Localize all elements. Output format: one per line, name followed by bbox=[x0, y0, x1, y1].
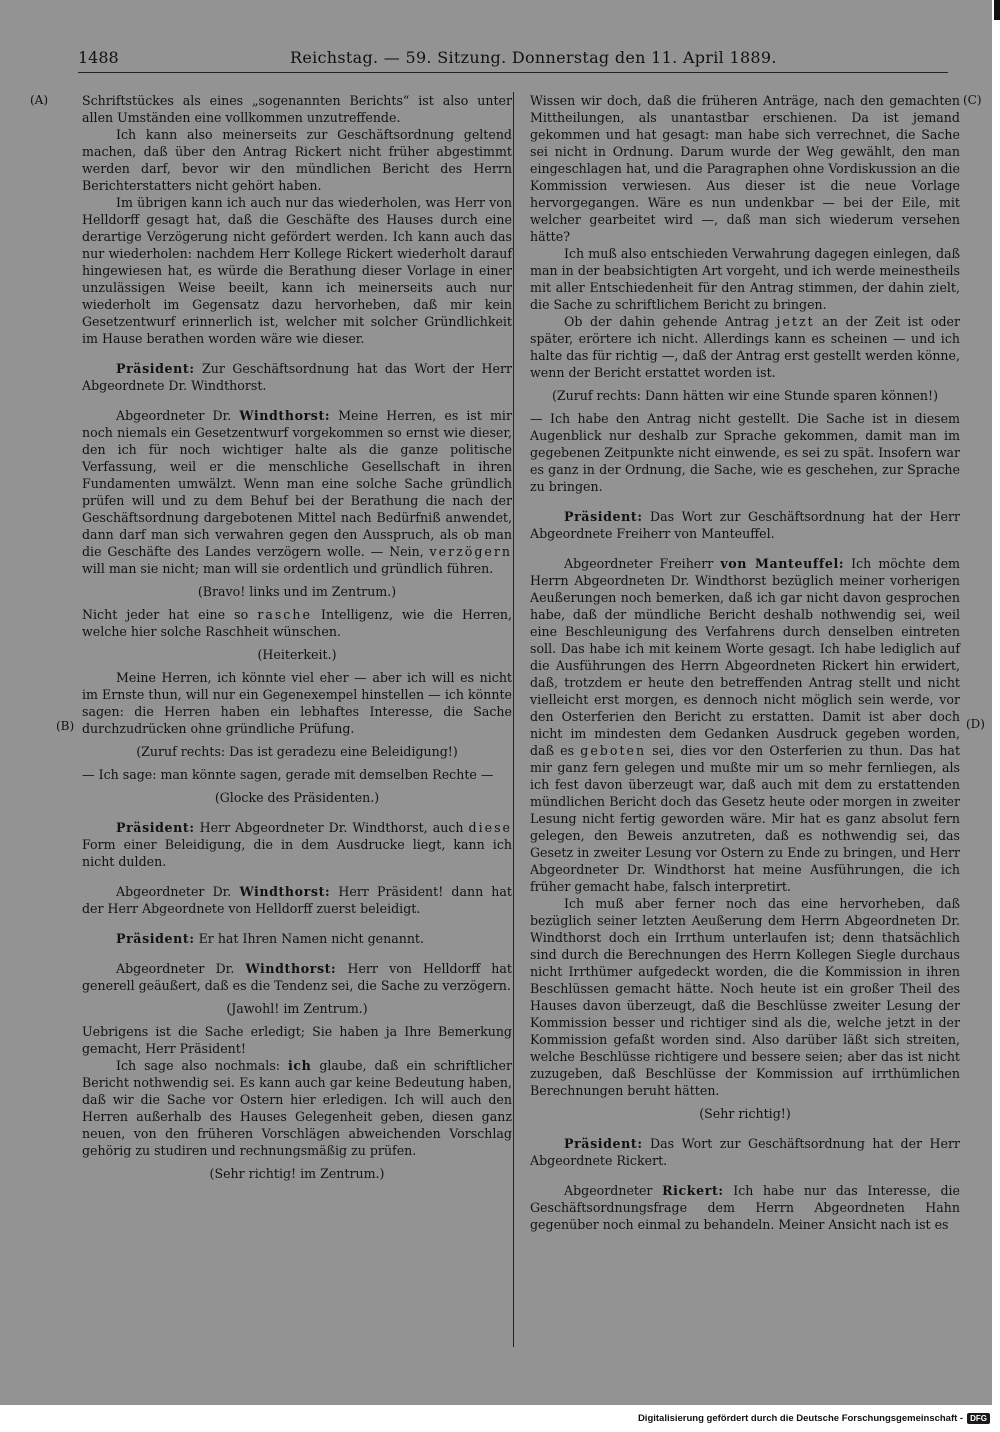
speaker-name: Präsident: bbox=[564, 1136, 643, 1151]
speaker-name: Präsident: bbox=[116, 361, 195, 376]
speech-text: Ich sage also nochmals: bbox=[116, 1058, 288, 1073]
speech-text: Meine Herren, es ist mir noch niemals ein Gesetzentwurf vorgekommen so ernst wie dieser, den ich für noch wichtiger halte als die ganze politische Verfassung, weil er die menschliche Gesellschaft in ihren Fundamenten umwälzt. Wenn man eine solche Sache gründlich prüfen will und zu dem Behuf bei der Berathung die nach der Geschäftsordnung dargebotenen Mittel nach Bedürfniß anwendet, dann darf man sich verwahren gegen den Ausspruch, als ob man die Geschäfte des Landes verzögern wolle. — Nein, bbox=[82, 408, 512, 559]
paragraph bbox=[82, 606, 512, 640]
speech-text: Nicht jeder hat eine so bbox=[82, 607, 258, 622]
speech-text: sei, dies vor den Osterferien zu thun. Das hat mir ganz fern gelegen und mußte mir um so mehr fernliegen, als ich fest davon überzeugt war, daß auch mit dem zu erstattenden mündlichen Bericht doch das Gesetz heute oder morgen in zweiter Lesung nicht fertig geworden wäre. Mir hat es ganz absolut fern gelegen, den Beweis anzutreten, daß es nothwendig sei, das Gesetz in zweiter Lesung vor Ostern zu Ende zu bringen, und Herr Abgeordneter Dr. Windthorst hat meine Ausführungen, die ich früher gemacht habe, falsch interpretirt. bbox=[530, 743, 961, 894]
speaker-name: von Manteuffel: bbox=[720, 556, 845, 571]
speech-text: glaube, daß ein schriftlicher Bericht nothwendig sei. Es kann auch gar keine Bedeutung haben, daß wir die Sache vor Ostern hier erledigen. Ich will auch den Herren außerhalb des Hauses Gelegenheit geben, diesen ganz neuen, von den früheren Vorschlägen abweichenden Vorschlag gehörig zu studiren und rechnungsmäßig zu prüfen. bbox=[82, 1058, 512, 1158]
speaker-title: Abgeordneter Freiherr bbox=[564, 556, 721, 571]
interjection: (Sehr richtig! im Zentrum.) bbox=[209, 1166, 385, 1181]
emphasized-word: ich bbox=[287, 1058, 312, 1073]
speech-text: will man sie nicht; man will sie ordentlich und gründlich führen. bbox=[82, 561, 494, 576]
interjection: (Heiterkeit.) bbox=[257, 647, 337, 662]
speaker-name: Präsident: bbox=[116, 820, 195, 835]
page-header bbox=[78, 44, 948, 73]
speaker-title: Abgeordneter Dr. bbox=[116, 408, 240, 423]
column-divider bbox=[513, 92, 514, 1347]
dfg-logo: DFG bbox=[967, 1413, 990, 1424]
speaker-name: Rickert: bbox=[662, 1183, 724, 1198]
interjection: (Zuruf rechts: Das ist geradezu eine Beleidigung!) bbox=[136, 744, 458, 759]
speech-text: Zur Geschäftsordnung hat das Wort der Herr Abgeordnete Dr. Windthorst. bbox=[82, 361, 512, 393]
speaker-paragraph bbox=[82, 407, 512, 577]
right-column bbox=[530, 92, 960, 1233]
speaker-name: Windthorst: bbox=[239, 884, 331, 899]
paragraph: — Ich habe den Antrag nicht gestellt. Die Sache ist in diesem Augenblick nur deshalb zur Sprache gekommen, damit man im gegebenen Zeitpunkte nicht einwende, es sei zu spät. Insofern war es ganz in der Ordnung, die Sache, wie es geschehen, zur Sprache zu bringen. bbox=[530, 411, 960, 494]
speech-text: Herr von Helldorff hat generell geäußert, daß es die Tendenz sei, die Sache zu verzögern. bbox=[82, 961, 512, 993]
speaker-title: Abgeordneter bbox=[564, 1183, 663, 1198]
emphasized-word: rasche bbox=[257, 607, 312, 622]
scan-edge-mark bbox=[994, 0, 1000, 20]
speaker-paragraph bbox=[82, 883, 512, 917]
paragraph bbox=[530, 313, 960, 381]
speech-text: an der Zeit ist oder später, erörtere ich nicht. Allerdings kann es scheinen — und ich halte das für richtig —, daß der Antrag erst gestellt werden könne, wenn der Bericht erstattet worden ist. bbox=[530, 314, 960, 380]
speech-text: Ich habe nur das Interesse, die Geschäftsordnungsfrage dem Herrn Abgeordneten Hahn gegenüber noch einmal zu behandeln. Meiner Ansicht nach ist es bbox=[530, 1183, 960, 1232]
interjection: (Zuruf rechts: Dann hätten wir eine Stunde sparen können!) bbox=[551, 388, 939, 403]
interjection: (Bravo! links und im Zentrum.) bbox=[197, 584, 397, 599]
speech-text: Das Wort zur Geschäftsordnung hat der Herr Abgeordnete Rickert. bbox=[530, 1136, 960, 1168]
emphasized-word: jetzt bbox=[776, 314, 815, 329]
speaker-paragraph bbox=[82, 960, 512, 994]
paragraph: Ich muß aber ferner noch das eine hervorheben, daß bezüglich seiner letzten Aeußerung dem Herrn Abgeordneten Dr. Windthorst doch ein Irrthum unterlaufen ist; denn thatsächlich sind durch die Berechnungen des Herrn Kollegen Siegle durchaus nicht Irrthümer aufgedeckt worden, die die Kommission in ihren Beschlüssen gemacht hätte. Noch heute ist ein großer Theil des Hauses davon überzeugt, daß die Beschlüsse zweiter Lesung der Kommission besser und richtiger sind als die, welche jetzt in der Kommission gefaßt worden sind. Also darüber läßt sich streiten, welche Beschlüsse richtigere und bessere seien; aber das ist nicht zuzugeben, daß Beschlüsse der Kommission auf irrthümlichen Berechnungen beruht hätten. bbox=[530, 896, 960, 1098]
emphasized-word: geboten bbox=[580, 743, 647, 758]
speaker-paragraph bbox=[530, 508, 960, 542]
speaker-name: Präsident: bbox=[116, 931, 195, 946]
speaker-paragraph bbox=[530, 555, 960, 895]
digitization-credit bbox=[638, 1413, 990, 1424]
speaker-name: Windthorst: bbox=[245, 961, 337, 976]
speech-text: Ich möchte dem Herrn Abgeordneten Dr. Windthorst bezüglich meiner vorherigen Aeußerungen noch bemerken, daß ich gar nicht davon gesprochen habe, daß der mündliche Bericht deshalb nothwendig sei, weil eine Beschleunigung des Verfahrens durch denselben eintreten soll. Das habe ich mit keinem Worte gesagt. Ich habe lediglich auf die Ausführungen des Herrn Abgeordneten Rickert hin erwidert, daß, trotzdem er heute den betreffenden Antrag stellt und nicht vielleicht erst morgen, es dennoch nicht möglich sein werde, vor den Osterferien den Bericht zu erstatten. Damit ist aber doch nicht im mindesten dem Gedanken Ausdruck gegeben worden, daß es bbox=[530, 556, 960, 758]
interjection: (Glocke des Präsidenten.) bbox=[214, 790, 380, 805]
paragraph: Ich kann also meinerseits zur Geschäftsordnung geltend machen, daß über den Antrag Rickert nicht früher abgestimmt werden darf, bevor wir den mündlichen Bericht des Herrn Berichterstatters nicht gehört haben. bbox=[82, 127, 512, 193]
margin-letter-b: (B) bbox=[56, 719, 75, 733]
margin-letter-a: (A) bbox=[30, 93, 49, 107]
speaker-paragraph bbox=[530, 1182, 960, 1233]
paragraph: Wissen wir doch, daß die früheren Anträge, nach den gemachten Mittheilungen, als unantastbar erschienen. Da ist jemand gekommen und hat gesagt: man habe sich verrechnet, die Sache sei nicht in Ordnung. Darum wurde der Weg gewählt, den man eingeschlagen hat, und die Paragraphen ohne Vordiskussion an die Kommission verwiesen. Aus dieser ist die neue Vorlage hervorgegangen. Wäre es nun undenkbar — bei der Eile, mit welcher gearbeitet wird —, daß man sich wiederum versehen hätte? bbox=[530, 93, 960, 244]
speech-text: Intelligenz, wie die Herren, welche hier solche Raschheit wünschen. bbox=[82, 607, 513, 639]
speech-text: Ob der dahin gehende Antrag bbox=[564, 314, 777, 329]
page-number: 1488 bbox=[78, 48, 119, 67]
credit-text: Digitalisierung gefördert durch die Deutsche Forschungsgemeinschaft - bbox=[637, 1413, 964, 1424]
emphasized-word: diese bbox=[468, 820, 512, 835]
speech-text: Herr Präsident! dann hat der Herr Abgeordnete von Helldorff zuerst beleidigt. bbox=[82, 884, 512, 916]
speaker-paragraph bbox=[82, 930, 512, 947]
speaker-name: Präsident: bbox=[564, 509, 643, 524]
speaker-paragraph bbox=[82, 819, 512, 870]
paragraph: Uebrigens ist die Sache erledigt; Sie haben ja Ihre Bemerkung gemacht, Herr Präsident! bbox=[82, 1024, 512, 1056]
margin-letter-d: (D) bbox=[966, 717, 985, 731]
paragraph: Ich muß also entschieden Verwahrung dagegen einlegen, daß man in der beabsichtigten Art vorgeht, und ich werde meinestheils mit aller Entschiedenheit für den Antrag stimmen, der dahin zielt, die Sache zu schriftlichem Bericht zu bringen. bbox=[530, 246, 960, 312]
speech-text: Form einer Beleidigung, die in dem Ausdrucke liegt, kann ich nicht dulden. bbox=[82, 837, 512, 869]
speaker-name: Windthorst: bbox=[239, 408, 331, 423]
paragraph: Meine Herren, ich könnte viel eher — aber ich will es nicht im Ernste thun, will nur ein Gegenexempel hinstellen — ich könnte sagen: die Herren haben ein lebhaftes Interesse, die Sache durchzudrücken ohne gründliche Prüfung. bbox=[82, 670, 512, 736]
interjection: (Jawohl! im Zentrum.) bbox=[226, 1001, 368, 1016]
interjection: (Sehr richtig!) bbox=[699, 1106, 791, 1121]
left-column bbox=[82, 92, 512, 1188]
paragraph bbox=[82, 1057, 512, 1159]
speaker-paragraph bbox=[82, 360, 512, 394]
speech-text: Er hat Ihren Namen nicht genannt. bbox=[194, 931, 424, 946]
speech-text: Herr Abgeordneter Dr. Windthorst, auch bbox=[194, 820, 469, 835]
running-head: Reichstag. — 59. Sitzung. Donnerstag den 11. April 1889. bbox=[290, 48, 777, 67]
emphasized-word: verzögern bbox=[429, 544, 512, 559]
speech-text: Das Wort zur Geschäftsordnung hat der Herr Abgeordnete Freiherr von Manteuffel. bbox=[530, 509, 960, 541]
speaker-title: Abgeordneter Dr. bbox=[116, 884, 240, 899]
paragraph: Im übrigen kann ich auch nur das wiederholen, was Herr von Helldorff gesagt hat, daß die Geschäfte des Hauses durch eine derartige Verzögerung nicht gefördert werden. Ich kann auch das nur wiederholen: nachdem Herr Kollege Rickert wiederholt darauf hingewiesen hat, es würde die Berathung dieser Vorlage in einer unzulässigen Weise beeilt, kann ich meinerseits auch nur wiederholt im Gegensatz dazu hervorheben, daß mir kein Gesetzentwurf erinnerlich ist, welcher mit solcher Gründlichkeit im Hause berathen worden wäre wie dieser. bbox=[82, 195, 512, 346]
speaker-title: Abgeordneter Dr. bbox=[116, 961, 246, 976]
speaker-paragraph bbox=[530, 1135, 960, 1169]
paragraph: Schriftstückes als eines „sogenannten Berichts“ ist also unter allen Umständen eine vollkommen unzutreffende. bbox=[82, 93, 512, 125]
paragraph: — Ich sage: man könnte sagen, gerade mit demselben Rechte — bbox=[82, 767, 494, 782]
margin-letter-c: (C) bbox=[963, 93, 982, 107]
